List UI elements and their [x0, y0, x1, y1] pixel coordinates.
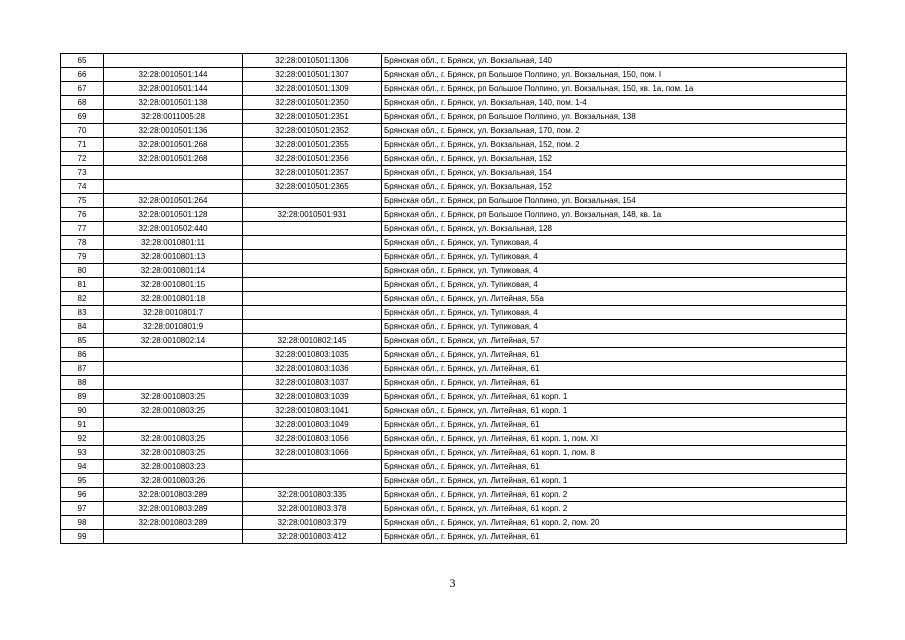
row-number-cell: 68: [61, 96, 104, 110]
row-number-cell: 70: [61, 124, 104, 138]
new-cadastral-number-cell: [243, 264, 382, 278]
address-cell: Брянская обл., г. Брянск, ул. Вокзальная, 170, пом. 2: [382, 124, 847, 138]
address-cell: Брянская обл., г. Брянск, ул. Вокзальная, 152: [382, 152, 847, 166]
new-cadastral-number-cell: 32:28:0010501:1306: [243, 54, 382, 68]
table-row: [61, 194, 847, 208]
table-row: [61, 418, 847, 432]
table-row: [61, 404, 847, 418]
table-row: [61, 236, 847, 250]
row-number-cell: 84: [61, 320, 104, 334]
table-row: [61, 96, 847, 110]
address-cell: Брянская обл., г. Брянск, ул. Литейная, 61 корп. 1, пом. 8: [382, 446, 847, 460]
table-row: [61, 306, 847, 320]
address-cell: Брянская обл., г. Брянск, ул. Вокзальная, 140, пом. 1-4: [382, 96, 847, 110]
new-cadastral-number-cell: 32:28:0010803:1037: [243, 376, 382, 390]
old-cadastral-number-cell: [104, 166, 243, 180]
address-cell: Брянская обл., г. Брянск, ул. Литейная, 61: [382, 376, 847, 390]
table-row: [61, 530, 847, 544]
address-cell: Брянская обл., г. Брянск, ул. Тупиковая, 4: [382, 236, 847, 250]
row-number-cell: 87: [61, 362, 104, 376]
old-cadastral-number-cell: 32:28:0010801:7: [104, 306, 243, 320]
address-cell: Брянская обл., г. Брянск, ул. Литейная, 61 корп. 2, пом. 20: [382, 516, 847, 530]
row-number-cell: 88: [61, 376, 104, 390]
row-number-cell: 74: [61, 180, 104, 194]
old-cadastral-number-cell: [104, 348, 243, 362]
row-number-cell: 99: [61, 530, 104, 544]
row-number-cell: 69: [61, 110, 104, 124]
table-row: [61, 222, 847, 236]
table-row: [61, 138, 847, 152]
row-number-cell: 76: [61, 208, 104, 222]
table-row: [61, 390, 847, 404]
row-number-cell: 67: [61, 82, 104, 96]
table-row: [61, 180, 847, 194]
row-number-cell: 95: [61, 474, 104, 488]
new-cadastral-number-cell: [243, 320, 382, 334]
row-number-cell: 96: [61, 488, 104, 502]
row-number-cell: 94: [61, 460, 104, 474]
new-cadastral-number-cell: 32:28:0010501:2356: [243, 152, 382, 166]
new-cadastral-number-cell: 32:28:0010501:2350: [243, 96, 382, 110]
row-number-cell: 65: [61, 54, 104, 68]
address-cell: Брянская обл., г. Брянск, рп Большое Полпино, ул. Вокзальная, 150, пом. I: [382, 68, 847, 82]
old-cadastral-number-cell: 32:28:0010501:268: [104, 152, 243, 166]
address-cell: Брянская обл., г. Брянск, ул. Литейная, 57: [382, 334, 847, 348]
new-cadastral-number-cell: 32:28:0010803:379: [243, 516, 382, 530]
new-cadastral-number-cell: [243, 292, 382, 306]
old-cadastral-number-cell: [104, 376, 243, 390]
table-row: [61, 362, 847, 376]
row-number-cell: 75: [61, 194, 104, 208]
address-cell: Брянская обл., г. Брянск, ул. Литейная, 61 корп. 2: [382, 502, 847, 516]
address-cell: Брянская обл., г. Брянск, ул. Литейная, 61: [382, 362, 847, 376]
new-cadastral-number-cell: [243, 474, 382, 488]
old-cadastral-number-cell: 32:28:0010803:25: [104, 390, 243, 404]
new-cadastral-number-cell: 32:28:0010803:1066: [243, 446, 382, 460]
address-cell: Брянская обл., г. Брянск, рп Большое Полпино, ул. Вокзальная, 154: [382, 194, 847, 208]
new-cadastral-number-cell: 32:28:0010803:1039: [243, 390, 382, 404]
address-cell: Брянская обл., г. Брянск, ул. Литейная, 61 корп. 1, пом. XI: [382, 432, 847, 446]
address-cell: Брянская обл., г. Брянск, ул. Вокзальная, 152, пом. 2: [382, 138, 847, 152]
old-cadastral-number-cell: 32:28:0010501:264: [104, 194, 243, 208]
new-cadastral-number-cell: 32:28:0010501:1309: [243, 82, 382, 96]
new-cadastral-number-cell: [243, 222, 382, 236]
row-number-cell: 81: [61, 278, 104, 292]
new-cadastral-number-cell: 32:28:0010803:335: [243, 488, 382, 502]
row-number-cell: 92: [61, 432, 104, 446]
old-cadastral-number-cell: 32:28:0010801:15: [104, 278, 243, 292]
new-cadastral-number-cell: [243, 194, 382, 208]
old-cadastral-number-cell: [104, 530, 243, 544]
row-number-cell: 90: [61, 404, 104, 418]
row-number-cell: 79: [61, 250, 104, 264]
table-row: [61, 278, 847, 292]
new-cadastral-number-cell: 32:28:0010803:378: [243, 502, 382, 516]
old-cadastral-number-cell: 32:28:0010501:138: [104, 96, 243, 110]
address-cell: Брянская обл., г. Брянск, ул. Литейная, 61: [382, 530, 847, 544]
row-number-cell: 89: [61, 390, 104, 404]
row-number-cell: 86: [61, 348, 104, 362]
old-cadastral-number-cell: 32:28:0010803:289: [104, 502, 243, 516]
new-cadastral-number-cell: 32:28:0010803:1049: [243, 418, 382, 432]
old-cadastral-number-cell: 32:28:0010501:268: [104, 138, 243, 152]
old-cadastral-number-cell: 32:28:0010801:18: [104, 292, 243, 306]
address-cell: Брянская обл., г. Брянск, ул. Литейная, 61 корп. 2: [382, 488, 847, 502]
new-cadastral-number-cell: 32:28:0010501:2352: [243, 124, 382, 138]
table-row: [61, 208, 847, 222]
old-cadastral-number-cell: [104, 180, 243, 194]
new-cadastral-number-cell: 32:28:0010803:1041: [243, 404, 382, 418]
address-cell: Брянская обл., г. Брянск, ул. Литейная, 55а: [382, 292, 847, 306]
address-cell: Брянская обл., г. Брянск, ул. Тупиковая, 4: [382, 250, 847, 264]
old-cadastral-number-cell: 32:28:0010803:25: [104, 432, 243, 446]
old-cadastral-number-cell: 32:28:0010803:25: [104, 446, 243, 460]
address-cell: Брянская обл., г. Брянск, ул. Вокзальная, 128: [382, 222, 847, 236]
table-row: [61, 152, 847, 166]
address-cell: Брянская обл., г. Брянск, ул. Вокзальная, 154: [382, 166, 847, 180]
address-cell: Брянская обл., г. Брянск, ул. Тупиковая, 4: [382, 320, 847, 334]
row-number-cell: 77: [61, 222, 104, 236]
address-cell: Брянская обл., г. Брянск, ул. Литейная, 61: [382, 348, 847, 362]
address-cell: Брянская обл., г. Брянск, рп Большое Полпино, ул. Вокзальная, 138: [382, 110, 847, 124]
table-row: [61, 348, 847, 362]
address-cell: Брянская обл., г. Брянск, ул. Литейная, 61 корп. 1: [382, 404, 847, 418]
address-cell: Брянская обл., г. Брянск, ул. Литейная, 61: [382, 418, 847, 432]
address-cell: Брянская обл., г. Брянск, рп Большое Полпино, ул. Вокзальная, 148, кв. 1а: [382, 208, 847, 222]
row-number-cell: 93: [61, 446, 104, 460]
address-cell: Брянская обл., г. Брянск, ул. Литейная, 61 корп. 1: [382, 474, 847, 488]
address-cell: Брянская обл., г. Брянск, ул. Вокзальная, 140: [382, 54, 847, 68]
cadastral-table: [60, 53, 847, 544]
table-row: [61, 264, 847, 278]
table-row: [61, 68, 847, 82]
table-row: [61, 376, 847, 390]
table-row: [61, 250, 847, 264]
new-cadastral-number-cell: 32:28:0010501:2357: [243, 166, 382, 180]
new-cadastral-number-cell: [243, 306, 382, 320]
old-cadastral-number-cell: 32:28:0010803:25: [104, 404, 243, 418]
table-row: [61, 460, 847, 474]
old-cadastral-number-cell: 32:28:0010801:9: [104, 320, 243, 334]
new-cadastral-number-cell: 32:28:0010803:1035: [243, 348, 382, 362]
row-number-cell: 73: [61, 166, 104, 180]
page-number: 3: [449, 576, 456, 590]
old-cadastral-number-cell: 32:28:0010501:144: [104, 68, 243, 82]
old-cadastral-number-cell: 32:28:0010803:23: [104, 460, 243, 474]
row-number-cell: 97: [61, 502, 104, 516]
table-row: [61, 82, 847, 96]
old-cadastral-number-cell: 32:28:0010502:440: [104, 222, 243, 236]
row-number-cell: 66: [61, 68, 104, 82]
table-row: [61, 124, 847, 138]
row-number-cell: 83: [61, 306, 104, 320]
table-row: [61, 488, 847, 502]
address-cell: Брянская обл., г. Брянск, рп Большое Полпино, ул. Вокзальная, 150, кв. 1а, пом. 1а: [382, 82, 847, 96]
old-cadastral-number-cell: [104, 362, 243, 376]
address-cell: Брянская обл., г. Брянск, ул. Тупиковая, 4: [382, 306, 847, 320]
new-cadastral-number-cell: 32:28:0010501:2351: [243, 110, 382, 124]
table-row: [61, 166, 847, 180]
old-cadastral-number-cell: 32:28:0010501:136: [104, 124, 243, 138]
table-row: [61, 110, 847, 124]
row-number-cell: 85: [61, 334, 104, 348]
new-cadastral-number-cell: 32:28:0010802:145: [243, 334, 382, 348]
address-cell: Брянская обл., г. Брянск, ул. Литейная, 61: [382, 460, 847, 474]
address-cell: Брянская обл., г. Брянск, ул. Тупиковая, 4: [382, 264, 847, 278]
table-row: [61, 320, 847, 334]
table-row: [61, 516, 847, 530]
row-number-cell: 72: [61, 152, 104, 166]
new-cadastral-number-cell: 32:28:0010803:1036: [243, 362, 382, 376]
old-cadastral-number-cell: 32:28:0010803:289: [104, 516, 243, 530]
row-number-cell: 80: [61, 264, 104, 278]
new-cadastral-number-cell: [243, 278, 382, 292]
new-cadastral-number-cell: [243, 236, 382, 250]
old-cadastral-number-cell: [104, 418, 243, 432]
new-cadastral-number-cell: 32:28:0010501:2355: [243, 138, 382, 152]
new-cadastral-number-cell: 32:28:0010501:2365: [243, 180, 382, 194]
address-cell: Брянская обл., г. Брянск, ул. Тупиковая, 4: [382, 278, 847, 292]
table-row: [61, 334, 847, 348]
row-number-cell: 82: [61, 292, 104, 306]
old-cadastral-number-cell: 32:28:0010501:128: [104, 208, 243, 222]
old-cadastral-number-cell: 32:28:0010803:289: [104, 488, 243, 502]
new-cadastral-number-cell: [243, 460, 382, 474]
new-cadastral-number-cell: [243, 250, 382, 264]
table-row: [61, 446, 847, 460]
row-number-cell: 98: [61, 516, 104, 530]
old-cadastral-number-cell: 32:28:0011005:28: [104, 110, 243, 124]
old-cadastral-number-cell: 32:28:0010801:14: [104, 264, 243, 278]
table-row: [61, 432, 847, 446]
old-cadastral-number-cell: 32:28:0010501:144: [104, 82, 243, 96]
table-row: [61, 54, 847, 68]
table-body: [61, 54, 847, 544]
table-row: [61, 502, 847, 516]
address-cell: Брянская обл., г. Брянск, ул. Вокзальная, 152: [382, 180, 847, 194]
new-cadastral-number-cell: 32:28:0010803:1056: [243, 432, 382, 446]
table-row: [61, 292, 847, 306]
row-number-cell: 71: [61, 138, 104, 152]
address-cell: Брянская обл., г. Брянск, ул. Литейная, 61 корп. 1: [382, 390, 847, 404]
old-cadastral-number-cell: 32:28:0010803:26: [104, 474, 243, 488]
row-number-cell: 91: [61, 418, 104, 432]
new-cadastral-number-cell: 32:28:0010501:931: [243, 208, 382, 222]
row-number-cell: 78: [61, 236, 104, 250]
old-cadastral-number-cell: 32:28:0010801:13: [104, 250, 243, 264]
old-cadastral-number-cell: 32:28:0010801:11: [104, 236, 243, 250]
new-cadastral-number-cell: 32:28:0010803:412: [243, 530, 382, 544]
table-row: [61, 474, 847, 488]
old-cadastral-number-cell: [104, 54, 243, 68]
new-cadastral-number-cell: 32:28:0010501:1307: [243, 68, 382, 82]
old-cadastral-number-cell: 32:28:0010802:14: [104, 334, 243, 348]
